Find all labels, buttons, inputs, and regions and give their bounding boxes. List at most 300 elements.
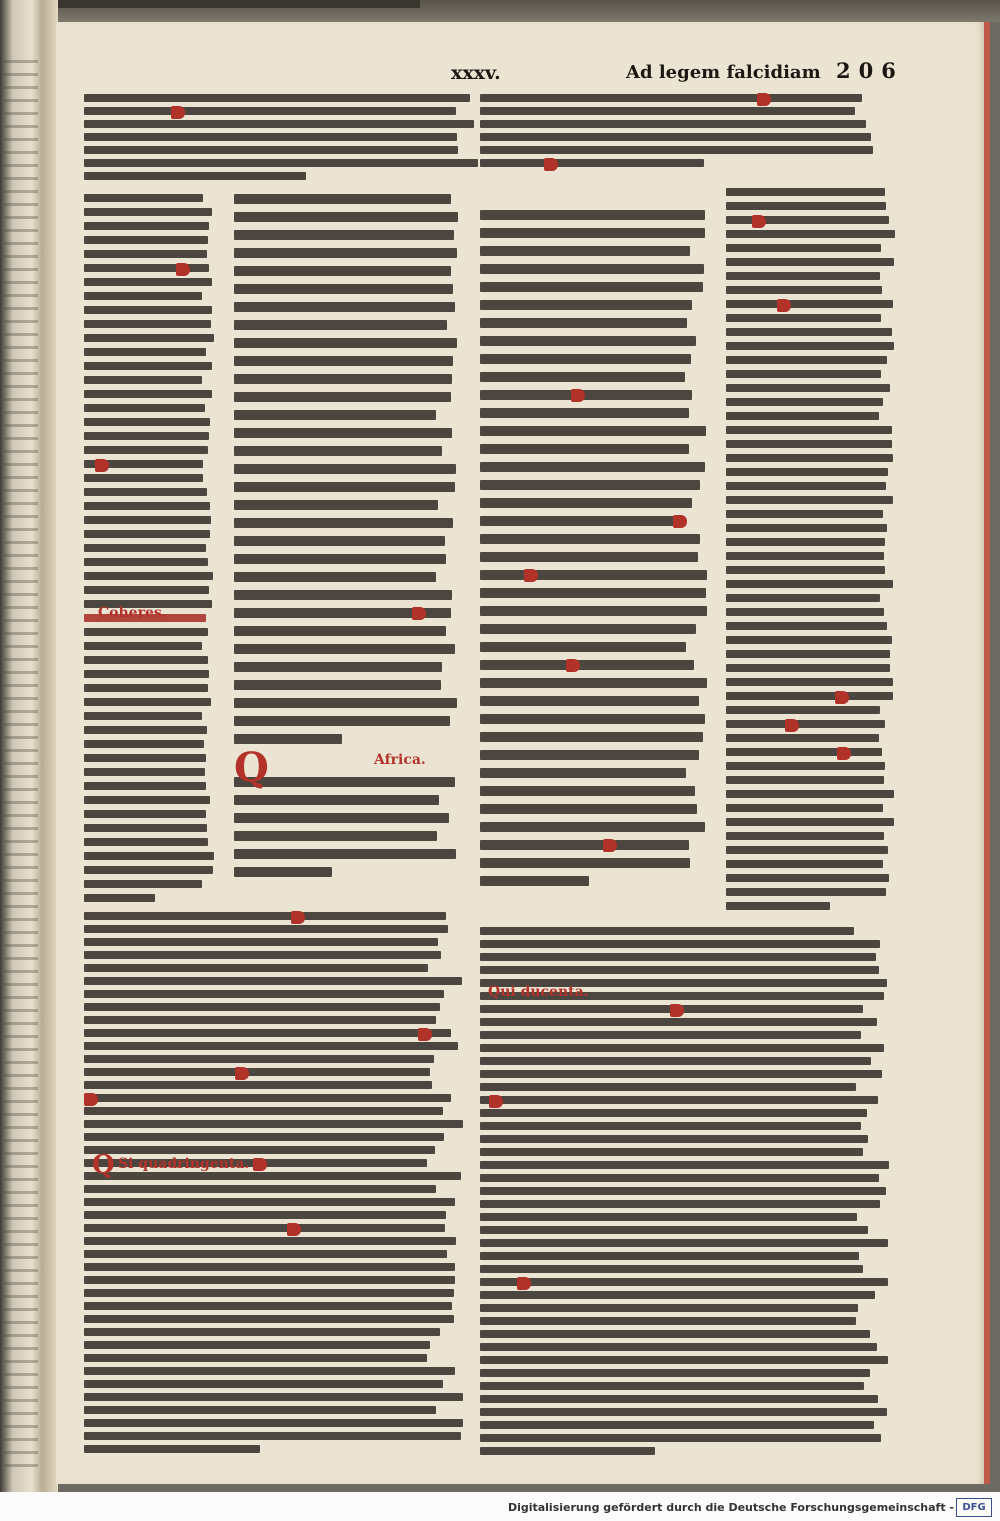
text-line xyxy=(480,1252,859,1260)
text-line xyxy=(480,660,694,670)
text-line xyxy=(84,684,208,692)
text-line xyxy=(234,572,436,582)
text-line xyxy=(84,94,470,102)
text-line xyxy=(84,1302,452,1310)
text-line xyxy=(84,1315,454,1323)
facing-page-edge xyxy=(0,0,42,1492)
text-line xyxy=(234,482,455,492)
text-line xyxy=(234,831,437,841)
facing-page-text-line xyxy=(4,1269,38,1272)
text-line xyxy=(480,1369,870,1377)
text-line xyxy=(480,1044,884,1052)
facing-page-text-line xyxy=(4,1165,38,1168)
facing-page-text-line xyxy=(4,1412,38,1415)
text-line xyxy=(480,1018,877,1026)
rubric-si-quadringenta: Si quadringenta. xyxy=(118,1156,250,1172)
text-line xyxy=(234,284,453,294)
text-line xyxy=(480,1187,886,1195)
text-line xyxy=(480,552,698,562)
text-line xyxy=(726,860,883,868)
text-line xyxy=(84,964,428,972)
text-line xyxy=(234,554,446,564)
text-line xyxy=(726,874,889,882)
text-line xyxy=(84,194,203,202)
gloss-bottom-right xyxy=(480,927,892,1462)
facing-page-text-line xyxy=(4,151,38,154)
text-line xyxy=(84,572,213,580)
facing-page-text-line xyxy=(4,1152,38,1155)
text-line xyxy=(84,1146,435,1154)
text-line xyxy=(84,418,210,426)
text-line xyxy=(84,236,208,244)
text-line xyxy=(480,1395,878,1403)
text-line xyxy=(480,246,690,256)
text-line xyxy=(480,840,689,850)
text-line xyxy=(234,716,450,726)
text-line xyxy=(234,464,456,474)
text-line xyxy=(480,768,686,778)
text-line xyxy=(480,1148,863,1156)
facing-page-text-line xyxy=(4,645,38,648)
facing-page-text-line xyxy=(4,567,38,570)
text-line xyxy=(726,384,890,392)
text-line xyxy=(234,374,452,384)
paragraph-mark xyxy=(412,607,426,620)
facing-page-text-line xyxy=(4,1035,38,1038)
facing-page-text-line xyxy=(4,632,38,635)
text-line xyxy=(480,696,699,706)
text-line xyxy=(234,867,332,877)
facing-page-text-line xyxy=(4,866,38,869)
text-line xyxy=(726,790,894,798)
text-line xyxy=(84,1185,436,1193)
text-line xyxy=(726,188,885,196)
text-line xyxy=(234,446,442,456)
facing-page-text-line xyxy=(4,801,38,804)
page-red-edge xyxy=(984,22,990,1484)
text-line xyxy=(480,1161,889,1169)
paragraph-mark xyxy=(785,719,799,732)
text-line xyxy=(726,748,882,756)
facing-page-text-line xyxy=(4,775,38,778)
paragraph-mark xyxy=(566,659,580,672)
facing-page-text-line xyxy=(4,723,38,726)
text-line xyxy=(480,1096,878,1104)
text-line xyxy=(480,462,705,472)
text-line xyxy=(84,334,214,342)
text-line xyxy=(84,516,211,524)
text-line xyxy=(726,440,892,448)
facing-page-text-line xyxy=(4,385,38,388)
text-line xyxy=(480,1421,874,1429)
paragraph-mark xyxy=(95,459,109,472)
facing-page-text-line xyxy=(4,970,38,973)
facing-page-text-line xyxy=(4,944,38,947)
text-line xyxy=(84,348,206,356)
facing-page-text-line xyxy=(4,424,38,427)
facing-page-text-line xyxy=(4,957,38,960)
text-line xyxy=(84,502,210,510)
text-line xyxy=(480,678,707,688)
text-line xyxy=(84,1237,456,1245)
facing-page-text-line xyxy=(4,320,38,323)
facing-page-text-line xyxy=(4,905,38,908)
facing-page-text-line xyxy=(4,138,38,141)
text-line xyxy=(480,146,873,154)
text-line xyxy=(234,795,439,805)
text-line xyxy=(726,468,888,476)
text-line xyxy=(84,852,214,860)
text-line xyxy=(480,588,706,598)
facing-page-text-line xyxy=(4,762,38,765)
facing-page-text-line xyxy=(4,528,38,531)
text-line xyxy=(84,1055,434,1063)
text-line xyxy=(234,320,447,330)
text-line xyxy=(84,222,209,230)
facing-page-text-line xyxy=(4,398,38,401)
text-line xyxy=(84,670,209,678)
text-line xyxy=(84,866,213,874)
facing-page-text-line xyxy=(4,112,38,115)
paragraph-mark xyxy=(777,299,791,312)
paragraph-mark xyxy=(524,569,538,582)
facing-page-text-line xyxy=(4,1087,38,1090)
text-line xyxy=(84,120,474,128)
facing-page-text-line xyxy=(4,1230,38,1233)
text-line xyxy=(480,822,705,832)
text-line xyxy=(726,524,887,532)
text-line xyxy=(480,714,705,724)
facing-page-text-line xyxy=(4,1061,38,1064)
text-line xyxy=(480,210,705,220)
facing-page-text-line xyxy=(4,1204,38,1207)
text-line xyxy=(480,1031,861,1039)
text-line xyxy=(84,362,212,370)
text-line xyxy=(726,216,889,224)
text-line xyxy=(84,1341,430,1349)
paragraph-mark xyxy=(287,1223,301,1236)
text-line xyxy=(480,354,691,364)
text-line xyxy=(726,426,892,434)
text-line xyxy=(84,292,202,300)
text-line xyxy=(480,264,704,274)
text-line xyxy=(84,1003,440,1011)
text-line xyxy=(234,428,452,438)
facing-page-text-line xyxy=(4,931,38,934)
facing-page-text-line xyxy=(4,164,38,167)
text-line xyxy=(726,650,890,658)
facing-page-text-line xyxy=(4,827,38,830)
facing-page-text-line xyxy=(4,1113,38,1116)
paragraph-mark xyxy=(517,1277,531,1290)
text-line xyxy=(726,370,881,378)
paragraph-mark xyxy=(418,1028,432,1041)
text-line xyxy=(480,1070,882,1078)
text-line xyxy=(84,208,212,216)
text-line xyxy=(480,336,696,346)
text-line xyxy=(234,698,457,708)
dfg-logo: DFG xyxy=(956,1498,992,1517)
text-line xyxy=(726,202,886,210)
folio-numeral: xxxv. xyxy=(451,62,501,84)
text-line xyxy=(726,636,892,644)
facing-page-text-line xyxy=(4,1425,38,1428)
text-line xyxy=(726,356,887,364)
text-line xyxy=(84,1198,455,1206)
text-line xyxy=(84,320,211,328)
text-line xyxy=(480,804,697,814)
text-line xyxy=(234,849,456,859)
text-line xyxy=(726,720,885,728)
text-line xyxy=(84,698,211,706)
text-line xyxy=(480,1434,881,1442)
facing-page-text-line xyxy=(4,229,38,232)
rubric-africa: Africa. xyxy=(374,752,426,768)
text-line xyxy=(84,1081,432,1089)
text-line xyxy=(480,570,707,580)
facing-page-text-line xyxy=(4,281,38,284)
facing-page-text-line xyxy=(4,1243,38,1246)
text-line xyxy=(480,1304,858,1312)
text-line xyxy=(84,810,206,818)
facing-page-text-line xyxy=(4,1295,38,1298)
text-line xyxy=(480,750,699,760)
facing-page-text-line xyxy=(4,1399,38,1402)
text-line xyxy=(84,1263,455,1271)
paragraph-mark xyxy=(673,515,687,528)
text-line xyxy=(84,1328,440,1336)
text-line xyxy=(84,1133,444,1141)
text-line xyxy=(726,342,894,350)
text-line xyxy=(480,282,703,292)
facing-page-text-line xyxy=(4,1438,38,1441)
text-line xyxy=(480,1239,888,1247)
text-line xyxy=(480,1447,655,1455)
text-line xyxy=(84,133,457,141)
text-line xyxy=(726,692,893,700)
text-line xyxy=(84,1094,451,1102)
text-line xyxy=(480,133,871,141)
text-line xyxy=(84,107,456,115)
text-line xyxy=(234,212,458,222)
text-line xyxy=(84,446,208,454)
text-line xyxy=(480,94,862,102)
facing-page-text-line xyxy=(4,294,38,297)
text-line xyxy=(84,1406,436,1414)
facing-page-text-line xyxy=(4,918,38,921)
facing-page-text-line xyxy=(4,1022,38,1025)
text-line xyxy=(84,894,155,902)
text-line xyxy=(84,1419,463,1427)
paragraph-mark xyxy=(171,106,185,119)
text-line xyxy=(726,594,880,602)
text-line xyxy=(480,1278,888,1286)
paragraph-mark xyxy=(571,389,585,402)
text-line xyxy=(480,858,690,868)
facing-page-text-line xyxy=(4,788,38,791)
facing-page-text-line xyxy=(4,60,38,63)
text-line xyxy=(480,516,685,526)
text-line xyxy=(480,1135,868,1143)
facing-page-text-line xyxy=(4,1451,38,1454)
text-line xyxy=(480,1343,877,1351)
text-line xyxy=(480,1174,879,1182)
facing-page-text-line xyxy=(4,619,38,622)
text-line xyxy=(84,1393,463,1401)
facing-page-text-line xyxy=(4,697,38,700)
text-line xyxy=(84,1029,451,1037)
rubric-coheres: Coheres. xyxy=(98,605,167,621)
text-line xyxy=(480,606,707,616)
text-line xyxy=(84,488,207,496)
text-line xyxy=(234,356,453,366)
facing-page-text-line xyxy=(4,203,38,206)
text-line xyxy=(480,876,589,886)
text-line xyxy=(84,1042,458,1050)
paragraph-mark xyxy=(84,1093,98,1106)
text-line xyxy=(726,244,881,252)
facing-page-text-line xyxy=(4,1321,38,1324)
text-line xyxy=(480,1213,857,1221)
footer-bar xyxy=(0,1492,1000,1521)
text-line xyxy=(480,159,704,167)
decorated-initial: Q xyxy=(234,744,269,791)
text-line xyxy=(84,159,478,167)
facing-page-text-line xyxy=(4,541,38,544)
facing-page-text-line xyxy=(4,216,38,219)
facing-page-text-line xyxy=(4,1178,38,1181)
text-line xyxy=(234,500,438,510)
text-line xyxy=(480,1317,856,1325)
facing-page-text-line xyxy=(4,606,38,609)
text-line xyxy=(84,880,202,888)
facing-page-text-line xyxy=(4,1308,38,1311)
text-line xyxy=(84,172,306,180)
text-line xyxy=(480,786,695,796)
facing-page-text-line xyxy=(4,814,38,817)
text-line xyxy=(84,642,202,650)
text-line xyxy=(84,796,210,804)
text-line xyxy=(84,474,203,482)
paragraph-mark xyxy=(544,158,558,171)
gloss-outer-right xyxy=(726,188,896,928)
text-line xyxy=(480,1265,863,1273)
text-line xyxy=(726,300,893,308)
text-line xyxy=(480,966,879,974)
facing-page-text-line xyxy=(4,580,38,583)
decorated-initial-2: Q xyxy=(92,1150,115,1180)
text-line xyxy=(726,888,886,896)
book-page xyxy=(56,22,986,1484)
paragraph-mark xyxy=(176,263,190,276)
text-line xyxy=(84,740,204,748)
main-text-column-2 xyxy=(480,210,708,900)
facing-page-text-line xyxy=(4,333,38,336)
facing-page-text-line xyxy=(4,1048,38,1051)
text-line xyxy=(726,664,890,672)
text-line xyxy=(726,902,830,910)
text-line xyxy=(480,120,866,128)
facing-page-text-line xyxy=(4,1373,38,1376)
text-line xyxy=(84,278,212,286)
facing-page-text-line xyxy=(4,255,38,258)
text-line xyxy=(480,1356,888,1364)
text-line xyxy=(726,706,880,714)
paragraph-mark xyxy=(757,93,771,106)
text-line xyxy=(84,1250,447,1258)
text-line xyxy=(480,624,696,634)
text-line xyxy=(726,272,880,280)
facing-page-text-line xyxy=(4,372,38,375)
text-line xyxy=(480,953,876,961)
text-line xyxy=(234,626,446,636)
text-line xyxy=(726,552,884,560)
text-line xyxy=(726,328,892,336)
facing-page-text-line xyxy=(4,177,38,180)
facing-page-text-line xyxy=(4,1386,38,1389)
text-line xyxy=(84,628,208,636)
facing-page-text-line xyxy=(4,1334,38,1337)
text-line xyxy=(480,444,689,454)
text-line xyxy=(84,1068,430,1076)
text-line xyxy=(480,480,700,490)
facing-page-text-line xyxy=(4,1217,38,1220)
facing-page-text-line xyxy=(4,840,38,843)
text-line xyxy=(726,846,888,854)
text-line xyxy=(234,644,455,654)
facing-page-text-line xyxy=(4,1009,38,1012)
text-line xyxy=(480,408,689,418)
facing-page-text-line xyxy=(4,476,38,479)
gloss-outer-left xyxy=(84,194,214,914)
text-line xyxy=(480,940,880,948)
text-line xyxy=(480,1408,887,1416)
facing-page-text-line xyxy=(4,268,38,271)
text-line xyxy=(726,286,882,294)
facing-page-text-line xyxy=(4,515,38,518)
text-line xyxy=(234,590,452,600)
facing-page-text-line xyxy=(4,996,38,999)
text-line xyxy=(84,1211,446,1219)
facing-page-text-line xyxy=(4,1347,38,1350)
text-line xyxy=(84,558,208,566)
text-line xyxy=(84,1432,461,1440)
text-line xyxy=(480,372,685,382)
text-line xyxy=(84,404,205,412)
text-line xyxy=(726,608,884,616)
text-line xyxy=(84,1367,455,1375)
text-line xyxy=(84,768,205,776)
text-line xyxy=(84,306,212,314)
paragraph-mark xyxy=(603,839,617,852)
text-line xyxy=(84,1354,427,1362)
funding-credit: Digitalisierung gefördert durch die Deutsche Forschungsgemeinschaft - xyxy=(507,1501,954,1514)
facing-page-text-line xyxy=(4,1282,38,1285)
text-line xyxy=(84,1380,443,1388)
rubric-qui-ducenta: Qui ducenta. xyxy=(488,984,589,1000)
facing-page-text-line xyxy=(4,463,38,466)
facing-page-text-line xyxy=(4,1256,38,1259)
facing-page-text-line xyxy=(4,736,38,739)
text-line xyxy=(84,376,202,384)
facing-page-text-line xyxy=(4,1126,38,1129)
text-line xyxy=(480,927,854,935)
text-line xyxy=(84,990,444,998)
gloss-top-left xyxy=(84,94,484,192)
text-line xyxy=(84,146,458,154)
text-line xyxy=(234,734,342,744)
facing-page-text-line xyxy=(4,983,38,986)
